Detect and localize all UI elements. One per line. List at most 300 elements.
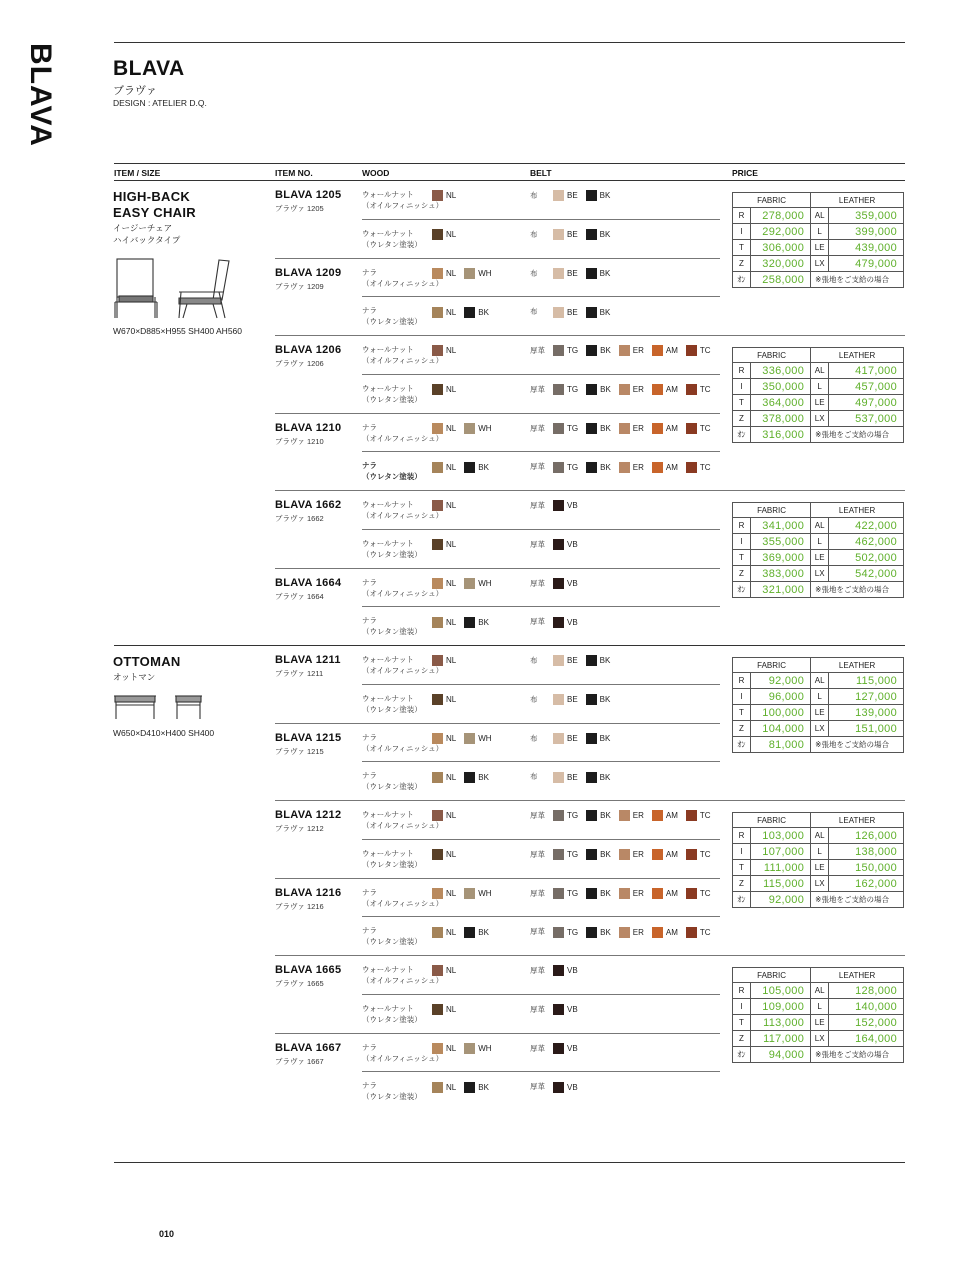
fabric-grade: I xyxy=(733,534,751,550)
belt-type-label: 厚革 xyxy=(530,539,545,549)
page-subtitle-jp: ブラヴァ xyxy=(113,85,157,97)
belt-swatches xyxy=(553,1043,586,1054)
wood-nl-code: NL xyxy=(446,578,457,588)
item-number-block xyxy=(275,809,341,834)
fabric-price: 109,000 xyxy=(751,999,811,1015)
wood-finish-label: ウォールナット （オイルフィニッシュ） xyxy=(362,965,444,985)
wood-bk-swatch xyxy=(464,927,475,938)
leather-price: 502,000 xyxy=(829,550,904,566)
price-row xyxy=(733,379,904,395)
belt-er-swatch xyxy=(619,888,630,899)
price-row xyxy=(733,705,904,721)
price-header-leather: LEATHER xyxy=(811,348,904,363)
belt-bk-swatch xyxy=(586,423,597,434)
row-divider xyxy=(362,1033,720,1034)
wood-finish-label: ウォールナット （オイルフィニッシュ） xyxy=(362,345,444,365)
col-price: PRICE xyxy=(732,168,758,178)
belt-vb-swatch xyxy=(553,617,564,628)
price-row-own-fabric xyxy=(733,1047,904,1063)
fabric-price: 104,000 xyxy=(751,721,811,737)
belt-tc-code: TC xyxy=(699,346,711,356)
item-number-jp: ブラヴァ 1216 xyxy=(275,901,324,911)
price-header-fabric: FABRIC xyxy=(733,503,811,518)
fabric-grade: I xyxy=(733,689,751,705)
belt-type-label: 厚革 xyxy=(530,423,545,433)
leather-price: 537,000 xyxy=(829,411,904,427)
belt-er-swatch xyxy=(619,927,630,938)
item-number-block xyxy=(275,189,341,214)
wood-nl-code: NL xyxy=(446,733,457,743)
price-row-own-fabric xyxy=(733,427,904,443)
fabric-grade: T xyxy=(733,860,751,876)
group-rule xyxy=(275,955,905,956)
belt-tg-swatch xyxy=(553,345,564,356)
price-row xyxy=(733,256,904,272)
row-divider xyxy=(362,878,720,879)
belt-bk-code: BK xyxy=(600,888,611,898)
belt-vb-code: VB xyxy=(567,617,578,627)
wood-wh-swatch xyxy=(464,888,475,899)
belt-bk-code: BK xyxy=(599,268,611,278)
belt-be-swatch xyxy=(553,772,564,783)
row-divider xyxy=(362,413,720,414)
wood-swatches xyxy=(432,1043,500,1054)
price-row xyxy=(733,240,904,256)
leather-grade: LE xyxy=(811,1015,829,1031)
belt-vb-swatch xyxy=(553,578,564,589)
leather-price: 497,000 xyxy=(829,395,904,411)
fabric-price: 278,000 xyxy=(751,208,811,224)
wood-nl-code: NL xyxy=(446,850,457,860)
fabric-price: 336,000 xyxy=(751,363,811,379)
item-number-jp: ブラヴァ 1209 xyxy=(275,281,324,291)
wood-wh-code: WH xyxy=(478,888,492,898)
wood-wh-swatch xyxy=(464,423,475,434)
belt-er-code: ER xyxy=(632,888,644,898)
own-fabric-price: 94,000 xyxy=(751,1047,811,1063)
belt-er-code: ER xyxy=(632,927,644,937)
belt-be-swatch xyxy=(553,268,564,279)
leather-grade: LE xyxy=(811,860,829,876)
belt-swatches xyxy=(553,229,618,240)
fabric-grade: T xyxy=(733,240,751,256)
belt-type-label: 厚革 xyxy=(530,1082,545,1092)
belt-tg-code: TG xyxy=(567,888,579,898)
wood-nl-swatch xyxy=(432,423,443,434)
belt-tc-swatch xyxy=(686,888,697,899)
wood-nl-swatch xyxy=(432,927,443,938)
leather-price: 115,000 xyxy=(829,673,904,689)
belt-type-label: 布 xyxy=(530,733,538,743)
fabric-price: 383,000 xyxy=(751,566,811,582)
wood-finish-label: ウォールナット （ウレタン塗装） xyxy=(362,228,422,249)
belt-tc-swatch xyxy=(686,384,697,395)
belt-tc-swatch xyxy=(686,462,697,473)
leather-price: 417,000 xyxy=(829,363,904,379)
wood-swatches xyxy=(432,694,464,705)
fabric-price: 117,000 xyxy=(751,1031,811,1047)
own-fabric-grade: ｵﾝ xyxy=(733,582,751,598)
belt-am-swatch xyxy=(652,810,663,821)
belt-er-swatch xyxy=(619,345,630,356)
category-easy-chair xyxy=(113,189,196,246)
belt-tg-code: TG xyxy=(567,423,579,433)
wood-nl-code: NL xyxy=(446,423,457,433)
belt-bk-code: BK xyxy=(600,462,611,472)
fabric-price: 111,000 xyxy=(751,860,811,876)
belt-be-swatch xyxy=(553,190,564,201)
item-number-block xyxy=(275,344,341,369)
leather-grade: LX xyxy=(811,566,829,582)
belt-tg-swatch xyxy=(553,384,564,395)
wood-nl-swatch xyxy=(432,1004,443,1015)
leather-price: 150,000 xyxy=(829,860,904,876)
belt-swatches xyxy=(553,306,618,317)
leather-price: 162,000 xyxy=(829,876,904,892)
belt-am-code: AM xyxy=(665,385,678,395)
belt-am-code: AM xyxy=(665,346,678,356)
price-row xyxy=(733,363,904,379)
belt-er-code: ER xyxy=(632,850,644,860)
wood-swatches xyxy=(432,888,500,899)
leather-grade: LX xyxy=(811,721,829,737)
item-number: BLAVA 1215 xyxy=(275,731,342,744)
wood-swatches xyxy=(432,229,464,240)
leather-grade: AL xyxy=(811,518,829,534)
wood-finish-label: ウォールナット （ウレタン塗装） xyxy=(362,848,422,869)
belt-bk-swatch xyxy=(586,810,597,821)
belt-be-code: BE xyxy=(567,191,578,201)
belt-tg-code: TG xyxy=(567,927,579,937)
category-rule xyxy=(114,645,905,646)
price-table xyxy=(732,502,904,598)
belt-am-code: AM xyxy=(665,811,678,821)
price-header-leather: LEATHER xyxy=(811,968,904,983)
belt-am-swatch xyxy=(652,384,663,395)
leather-grade: L xyxy=(811,534,829,550)
col-wood: WOOD xyxy=(362,168,390,178)
item-number: BLAVA 1211 xyxy=(275,654,341,666)
wood-finish-label: ナラ （ウレタン塗装） xyxy=(362,771,422,792)
item-number-block xyxy=(275,577,341,602)
side-title-text: BLAVA xyxy=(23,43,57,147)
price-row-own-fabric xyxy=(733,272,904,288)
wood-swatches xyxy=(432,616,497,627)
group-rule xyxy=(275,490,905,491)
wood-finish-label: ナラ （オイルフィニッシュ） xyxy=(362,887,444,908)
belt-er-code: ER xyxy=(632,423,644,433)
belt-am-swatch xyxy=(652,462,663,473)
wood-swatches xyxy=(432,1081,497,1092)
wood-swatches xyxy=(432,771,497,782)
belt-swatches xyxy=(553,771,618,782)
wood-finish-label: ウォールナット （ウレタン塗装） xyxy=(362,693,422,714)
wood-nl-swatch xyxy=(432,345,443,356)
col-item-no: ITEM NO. xyxy=(275,168,313,178)
wood-finish-label: ナラ （ウレタン塗装） xyxy=(362,616,422,637)
wood-swatches xyxy=(432,965,464,976)
fabric-price: 100,000 xyxy=(751,705,811,721)
wood-nl-swatch xyxy=(432,500,443,511)
own-fabric-grade: ｵﾝ xyxy=(733,427,751,443)
item-number-block xyxy=(275,422,341,447)
leather-price: 127,000 xyxy=(829,689,904,705)
wood-swatches xyxy=(432,926,497,937)
price-row xyxy=(733,860,904,876)
belt-bk-swatch xyxy=(586,888,597,899)
leather-grade: LE xyxy=(811,550,829,566)
leather-price: 422,000 xyxy=(829,518,904,534)
row-divider xyxy=(362,761,720,762)
item-number-jp: ブラヴァ 1215 xyxy=(275,746,324,756)
leather-price: 151,000 xyxy=(829,721,904,737)
wood-nl-code: NL xyxy=(446,617,457,627)
item-number-jp: ブラヴァ 1211 xyxy=(275,669,324,678)
wood-swatches xyxy=(432,345,464,356)
wood-swatches xyxy=(432,539,464,550)
row-divider xyxy=(362,451,720,452)
belt-tc-code: TC xyxy=(699,888,711,898)
category-size: W650×D410×H400 SH400 xyxy=(113,728,215,738)
wood-nl-swatch xyxy=(432,694,443,705)
belt-swatches xyxy=(553,810,719,821)
row-divider xyxy=(362,529,720,530)
leather-price: 462,000 xyxy=(829,534,904,550)
wood-nl-swatch xyxy=(432,268,443,279)
own-fabric-price: 316,000 xyxy=(751,427,811,443)
category-jp: オットマン xyxy=(113,672,156,682)
row-divider xyxy=(362,606,720,607)
belt-bk-code: BK xyxy=(600,346,611,356)
belt-tc-code: TC xyxy=(699,385,711,395)
fabric-grade: I xyxy=(733,999,751,1015)
belt-er-swatch xyxy=(619,423,630,434)
wood-finish-label: ナラ （オイルフィニッシュ） xyxy=(362,422,444,443)
wood-swatches xyxy=(432,306,497,317)
belt-swatches xyxy=(553,1081,586,1092)
belt-bk-code: BK xyxy=(600,850,611,860)
price-row xyxy=(733,828,904,844)
belt-swatches xyxy=(553,500,586,511)
belt-type-label: 厚革 xyxy=(530,1043,545,1053)
wood-bk-code: BK xyxy=(478,617,489,627)
belt-vb-code: VB xyxy=(567,1005,578,1015)
fabric-price: 105,000 xyxy=(751,983,811,999)
own-fabric-price: 321,000 xyxy=(751,582,811,598)
wood-wh-swatch xyxy=(464,1043,475,1054)
wood-finish-label: ウォールナット （ウレタン塗装） xyxy=(362,538,422,559)
belt-bk-code: BK xyxy=(599,733,611,743)
belt-tc-swatch xyxy=(686,927,697,938)
category-title: HIGH-BACK xyxy=(113,189,191,204)
item-number: BLAVA 1205 xyxy=(275,189,342,201)
row-divider xyxy=(362,916,720,917)
price-row xyxy=(733,411,904,427)
wood-bk-swatch xyxy=(464,307,475,318)
belt-bk-code: BK xyxy=(599,230,611,240)
belt-am-swatch xyxy=(652,849,663,860)
belt-be-swatch xyxy=(553,307,564,318)
wood-bk-code: BK xyxy=(478,1082,489,1092)
page-title: BLAVA xyxy=(113,57,185,80)
item-number: BLAVA 1212 xyxy=(275,809,342,821)
belt-tc-swatch xyxy=(686,849,697,860)
wood-finish-label: ナラ （ウレタン塗装） xyxy=(362,1081,422,1102)
leather-grade: L xyxy=(811,999,829,1015)
belt-be-code: BE xyxy=(567,733,578,743)
belt-type-label: 厚革 xyxy=(530,501,545,510)
belt-swatches xyxy=(553,926,719,937)
wood-nl-code: NL xyxy=(446,656,457,666)
easy-chair-illustration xyxy=(113,256,238,322)
price-row xyxy=(733,876,904,892)
belt-swatches xyxy=(553,539,586,550)
wood-finish-label: ナラ （オイルフィニッシュ） xyxy=(362,577,444,598)
fabric-grade: I xyxy=(733,224,751,240)
belt-swatches xyxy=(553,655,618,666)
belt-bk-swatch xyxy=(586,190,597,201)
belt-be-code: BE xyxy=(567,772,578,782)
own-fabric-grade: ｵﾝ xyxy=(733,892,751,908)
wood-nl-code: NL xyxy=(446,927,457,937)
wood-swatches xyxy=(432,1004,464,1015)
belt-be-code: BE xyxy=(567,695,578,705)
fabric-price: 369,000 xyxy=(751,550,811,566)
item-number-jp: ブラヴァ 1664 xyxy=(275,591,324,601)
fabric-grade: I xyxy=(733,844,751,860)
price-row xyxy=(733,999,904,1015)
belt-am-code: AM xyxy=(665,462,678,472)
belt-type-label: 布 xyxy=(530,268,538,278)
belt-bk-code: BK xyxy=(599,772,611,782)
belt-swatches xyxy=(553,694,618,705)
wood-swatches xyxy=(432,578,500,589)
wood-bk-code: BK xyxy=(478,462,489,472)
price-table xyxy=(732,812,904,908)
wood-nl-code: NL xyxy=(446,540,457,550)
wood-finish-label: ウォールナット （ウレタン塗装） xyxy=(362,383,422,404)
leather-price: 439,000 xyxy=(829,240,904,256)
belt-type-label: 厚革 xyxy=(530,888,545,898)
price-table xyxy=(732,967,904,1063)
wood-swatches xyxy=(432,384,464,395)
row-divider xyxy=(362,839,720,840)
belt-be-swatch xyxy=(553,229,564,240)
belt-tg-code: TG xyxy=(567,811,579,821)
leather-price: 140,000 xyxy=(829,999,904,1015)
belt-swatches xyxy=(553,190,618,201)
belt-bk-code: BK xyxy=(599,656,611,666)
belt-type-label: 厚革 xyxy=(530,966,545,975)
own-fabric-grade: ｵﾝ xyxy=(733,737,751,753)
item-number-jp: ブラヴァ 1206 xyxy=(275,359,324,368)
price-row xyxy=(733,689,904,705)
belt-type-label: 布 xyxy=(530,229,538,239)
item-number-jp: ブラヴァ 1667 xyxy=(275,1056,324,1066)
category-size: W670×D885×H955 SH400 AH560 xyxy=(113,326,243,336)
fabric-price: 364,000 xyxy=(751,395,811,411)
wood-swatches xyxy=(432,849,464,860)
fabric-grade: Z xyxy=(733,876,751,892)
belt-type-label: 布 xyxy=(530,694,538,704)
wood-nl-code: NL xyxy=(446,1043,457,1053)
leather-grade: LX xyxy=(811,411,829,427)
leather-grade: LE xyxy=(811,240,829,256)
leather-grade: L xyxy=(811,689,829,705)
item-number-block xyxy=(275,732,341,757)
wood-finish-label: ウォールナット （オイルフィニッシュ） xyxy=(362,810,444,830)
item-number: BLAVA 1662 xyxy=(275,499,342,511)
price-row xyxy=(733,518,904,534)
wood-nl-swatch xyxy=(432,772,443,783)
belt-vb-code: VB xyxy=(567,578,578,588)
wood-nl-swatch xyxy=(432,539,443,550)
belt-type-label: 厚革 xyxy=(530,1004,545,1014)
wood-nl-code: NL xyxy=(446,385,457,395)
wood-wh-code: WH xyxy=(478,578,492,588)
wood-wh-code: WH xyxy=(478,268,492,278)
own-fabric-note: ※張地をご支給の場合 xyxy=(811,892,904,908)
row-divider xyxy=(362,1071,720,1072)
belt-am-swatch xyxy=(652,888,663,899)
price-header-leather: LEATHER xyxy=(811,658,904,673)
belt-type-label: 布 xyxy=(530,191,538,200)
fabric-grade: R xyxy=(733,363,751,379)
fabric-grade: R xyxy=(733,208,751,224)
top-rule xyxy=(114,42,905,43)
item-number: BLAVA 1206 xyxy=(275,344,342,356)
belt-type-label: 厚革 xyxy=(530,384,545,394)
fabric-grade: T xyxy=(733,1015,751,1031)
design-credit: DESIGN : ATELIER D.Q. xyxy=(113,98,207,108)
price-row-own-fabric xyxy=(733,892,904,908)
leather-grade: LX xyxy=(811,1031,829,1047)
wood-wh-code: WH xyxy=(478,733,492,743)
price-header-fabric: FABRIC xyxy=(733,193,811,208)
price-row xyxy=(733,208,904,224)
leather-price: 457,000 xyxy=(829,379,904,395)
leather-price: 399,000 xyxy=(829,224,904,240)
wood-wh-code: WH xyxy=(478,1043,492,1053)
fabric-grade: T xyxy=(733,395,751,411)
belt-bk-code: BK xyxy=(600,385,611,395)
wood-swatches xyxy=(432,461,497,472)
column-header-rule-bottom xyxy=(114,180,905,181)
belt-bk-swatch xyxy=(586,345,597,356)
belt-tg-swatch xyxy=(553,462,564,473)
belt-vb-swatch xyxy=(553,1004,564,1015)
wood-nl-swatch xyxy=(432,617,443,628)
wood-nl-swatch xyxy=(432,1082,443,1093)
belt-bk-code: BK xyxy=(600,423,611,433)
leather-grade: L xyxy=(811,379,829,395)
wood-nl-code: NL xyxy=(446,230,457,240)
leather-price: 126,000 xyxy=(829,828,904,844)
belt-am-code: AM xyxy=(665,850,678,860)
leather-price: 128,000 xyxy=(829,983,904,999)
leather-grade: L xyxy=(811,844,829,860)
fabric-price: 320,000 xyxy=(751,256,811,272)
belt-am-code: AM xyxy=(665,927,678,937)
belt-swatches xyxy=(553,345,719,356)
belt-be-swatch xyxy=(553,694,564,705)
leather-price: 359,000 xyxy=(829,208,904,224)
group-rule xyxy=(275,800,905,801)
ottoman-illustration xyxy=(113,693,208,723)
price-row xyxy=(733,534,904,550)
wood-nl-swatch xyxy=(432,462,443,473)
belt-tg-swatch xyxy=(553,927,564,938)
